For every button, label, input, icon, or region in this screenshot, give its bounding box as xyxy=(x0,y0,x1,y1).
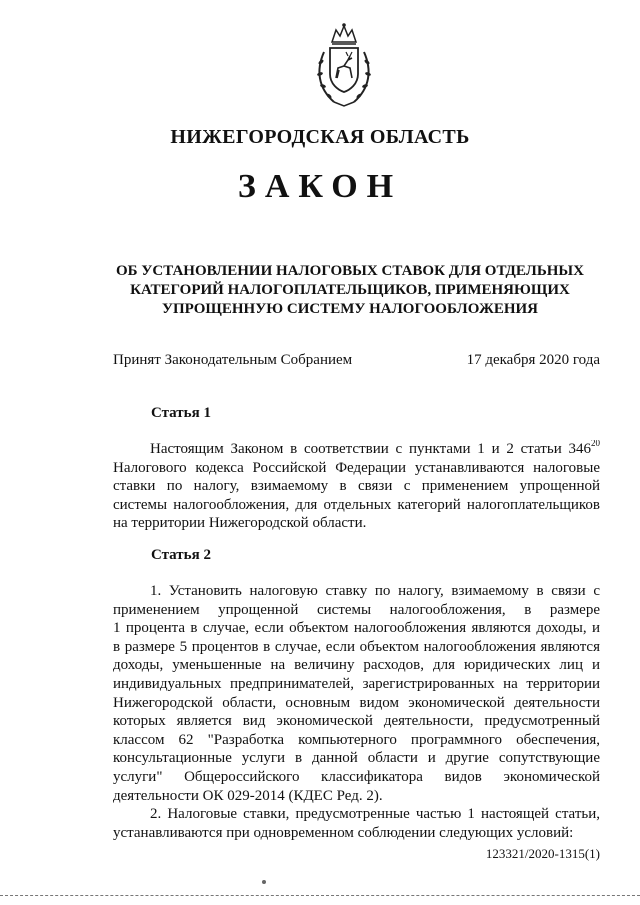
text-line: деятельности ОК 029-2014 (КДЕС Ред. 2). xyxy=(113,787,383,804)
coat-of-arms-deer-icon xyxy=(312,22,376,108)
text-line: Нижегородской области, основным видом экономической деятельности xyxy=(113,694,600,711)
title-line: УПРОЩЕННУЮ СИСТЕМУ НАЛОГООБЛОЖЕНИЯ xyxy=(161,301,538,317)
article-1-text xyxy=(113,440,600,533)
text-line: 1. Установить налоговую ставку по налогу, взимаемому в связи с xyxy=(150,583,600,599)
text-line: в размере 5 процентов в случае, если объектом налогообложения являются xyxy=(113,638,600,655)
text-line: услуги" Общероссийского классификатора видов экономической xyxy=(113,768,600,785)
text-line: 2. Налоговые ставки, предусмотренные частью 1 настоящей статьи, xyxy=(150,806,600,822)
text-line: индивидуальных предпринимателей, зарегистрированных на территории xyxy=(113,675,600,692)
text-line xyxy=(113,440,600,459)
scan-artifact xyxy=(262,880,266,884)
region-name: НИЖЕГОРОДСКАЯ ОБЛАСТЬ xyxy=(170,126,470,148)
text-line: ставки по налогу, взимаемому в связи с применением упрощенной xyxy=(113,478,600,495)
text-line: применением упрощенной системы налогообложения, в размере xyxy=(113,601,600,618)
adopted-by: Принят Законодательным Собранием xyxy=(113,352,353,368)
text-line-content: Настоящим Законом в соответствии с пунктами 1 и 2 статьи 346 xyxy=(150,441,591,457)
text-line: Налогового кодекса Российской Федерации устанавливаются налоговые xyxy=(113,459,600,476)
document-title xyxy=(90,262,610,319)
text-line: устанавливаются при одновременном соблюдении следующих условий: xyxy=(113,824,574,841)
article-1-heading: Статья 1 xyxy=(151,405,211,421)
article-2-heading: Статья 2 xyxy=(151,547,211,563)
title-line: ОБ УСТАНОВЛЕНИИ НАЛОГОВЫХ СТАВОК ДЛЯ ОТДЕЛЬНЫХ xyxy=(116,263,584,279)
text-line: классом 62 "Разработка компьютерного программного обеспечения, xyxy=(113,731,600,748)
text-line: на территории Нижегородской области. xyxy=(113,515,367,532)
text-line: 1 процента в случае, если объектом налогообложения являются доходы, и xyxy=(113,620,600,637)
text-line: доходы, уменьшенные на величину расходов, для юридических лиц и xyxy=(113,657,600,674)
document-type: ЗАКОН xyxy=(237,168,403,205)
text-line: консультационные услуги в данной области и другие сопутствующие xyxy=(113,750,600,767)
article-2-part-1 xyxy=(113,582,600,805)
adoption-info xyxy=(113,351,600,370)
title-line: КАТЕГОРИЙ НАЛОГОПЛАТЕЛЬЩИКОВ, ПРИМЕНЯЮЩИХ xyxy=(130,282,570,298)
adoption-date: 17 декабря 2020 года xyxy=(466,352,600,368)
document-number: 123321/2020-1315(1) xyxy=(485,846,600,861)
text-line: которых является вид экономической деятельности, предусмотренный xyxy=(113,713,600,730)
article-2-part-2 xyxy=(113,805,600,842)
text-line: системы налогообложения, для отдельных категорий налогоплательщиков xyxy=(113,496,600,513)
page-bottom-edge xyxy=(0,895,640,899)
superscript: 20 xyxy=(591,440,600,448)
